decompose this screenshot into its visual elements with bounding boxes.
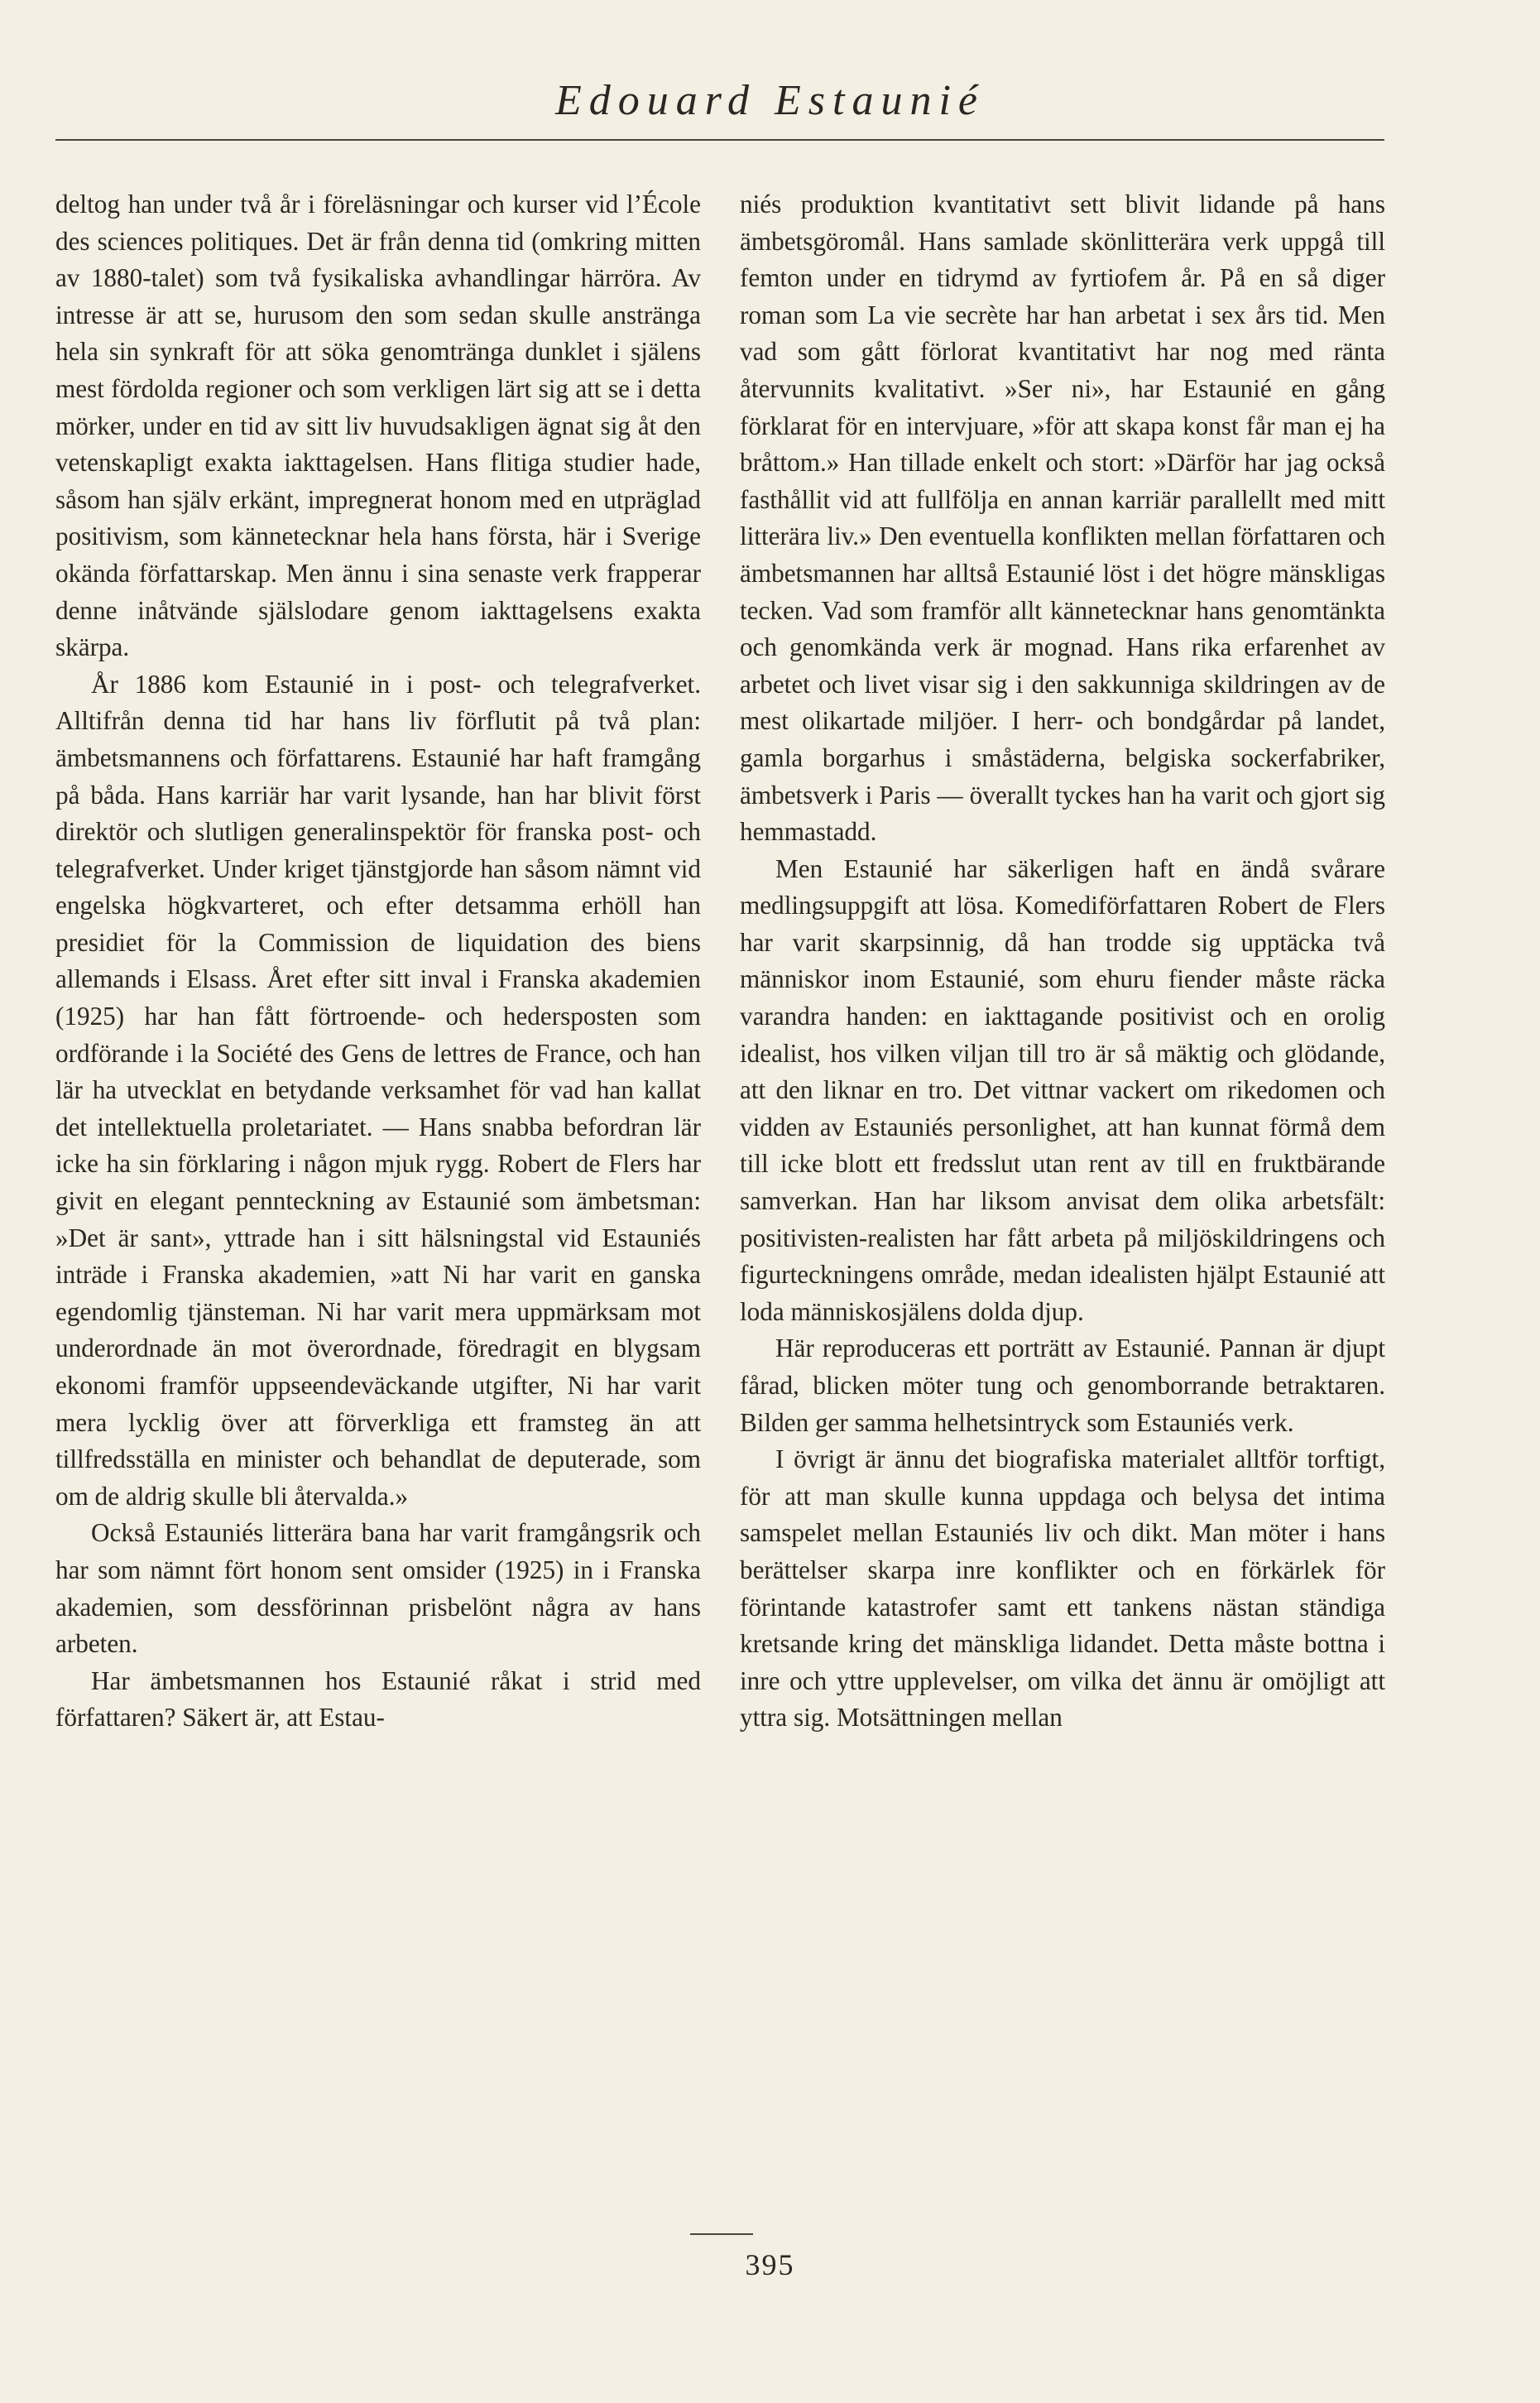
paragraph: Men Estaunié har säkerligen haft en ändå svårare medlingsuppgift att lösa. Komediförfattaren Robert de Flers har varit skarpsinnig, då han trodde sig upptäcka två människor inom Estaunié, som ehuru fiender måste räcka varandra handen: en iakttagande positivist och en orolig idealist, hos vilken viljan till tro är så mäktig och glödande, att den liknar en tro. Det vittnar vackert om rikedomen och vidden av Estauniés personlighet, att han kunnat förmå dem till icke blott ett fredsslut utan rent av till en fruktbärande samverkan. Han har liksom anvisat dem olika arbetsfält: positivisten-realisten har fått arbeta på miljöskildringens och figurteckningens område, medan idealisten hjälpt Estaunié att loda människosjälens dolda djup. [740, 853, 1385, 1326]
running-head: Edouard Estaunié [554, 77, 986, 124]
right-column [740, 186, 1385, 1737]
paragraph: niés produktion kvantitativt sett blivit lidande på hans ämbetsgöromål. Hans samlade skönlitterära verk uppgå till femton under en tidrymd av fyrtiofem år. På en så diger roman som La vie secrète har han arbetat i sex års tid. Men vad som gått förlorat kvantitativt har nog med ränta återvunnits kvalitativt. »Ser ni», har Estaunié en gång förklarat för en intervjuare, »för att skapa konst får man ej ha bråttom.» Han tillade enkelt och stort: »Därför har jag också fasthållit vid att fullfölja en annan karriär parallellt med mitt litterära liv.» Den eventuella konflikten mellan författaren och ämbetsmannen har alltså Estaunié löst i det högre mänskligas tecken. Vad som framför allt kännetecknar hans genomtänkta och genomkända verk är mognad. Hans rika erfarenhet av arbetet och livet visar sig i den sakkunniga skildringen av de mest olikartade miljöer. I herr- och bondgårdar på landet, gamla borgarhus i småstäderna, belgiska sockerfabriker, ämbetsverk i Paris — överallt tyckes han ha varit och gjort sig hemmastadd. [740, 190, 1385, 847]
paragraph: Här reproduceras ett porträtt av Estaunié. Pannan är djupt fårad, blicken möter tung och genomborrande betraktaren. Bilden ger samma helhetsintryck som Estauniés verk. [740, 1334, 1385, 1437]
paragraph: deltog han under två år i föreläsningar och kurser vid l’École des sciences politiques. Det är från denna tid (omkring mitten av 1880-talet) som två fysikaliska avhandlingar härröra. Av intresse är att se, hurusom den som sedan skulle anstränga hela sin synkraft för att söka genomtränga dunklet i själens mest fördolda regioner och som verkligen lärt sig att se i detta mörker, under en tid av sitt liv huvudsakligen ägnat sig åt den vetenskapligt exakta iakttagelsen. Hans flitiga studier hade, såsom han själv erkänt, impregnerat honom med en utpräglad positivism, som kännetecknar hela hans första, här i Sverige okända författarskap. Men ännu i sina senaste verk frapperar denne inåtvände själslodare genom iakttagelsens exakta skärpa. [55, 190, 701, 662]
paragraph: Också Estauniés litterära bana har varit framgångsrik och har som nämnt fört honom sent omsider (1925) in i Franska akademien, som dessförinnan prisbelönt några av hans arbeten. [55, 1518, 701, 1659]
paragraph: I övrigt är ännu det biografiska materialet alltför torftigt, för att man skulle kunna uppdaga och belysa det intima samspelet mellan Estauniés liv och dikt. Man möter i hans berättelser skarpa inre konflikter och en förkärlek för förintande katastrofer samt ett tankens nästan ständiga kretsande kring det mänskliga lidandet. Detta måste bottna i inre och yttre upplevelser, om vilka det ännu är omöjligt att yttra sig. Motsättningen mellan [740, 1444, 1385, 1733]
paragraph: Har ämbetsmannen hos Estaunié råkat i strid med författaren? Säkert är, att Estau- [55, 1665, 701, 1733]
paragraph: År 1886 kom Estaunié in i post- och telegrafverket. Alltifrån denna tid har hans liv förflutit på två plan: ämbetsmannens och författarens. Estaunié har haft framgång på båda. Hans karriär har varit lysande, han har blivit först direktör och slutligen generalinspektör för franska post- och telegrafverket. Under kriget tjänstgjorde han såsom nämnt vid engelska högkvarteret, och efter detsamma erhöll han presidiet för la Commission de liquidation des biens allemands i Elsass. Året efter sitt inval i Franska akademien (1925) har han fått förtroende- och hedersposten som ordförande i la Société des Gens de lettres de France, och han lär ha utvecklat en betydande verksamhet för vad han kallat det intellektuella proletariatet. — Hans snabba befordran lär icke ha sin förklaring i någon mjuk rygg. Robert de Flers har givit en elegant pennteckning av Estaunié som ämbetsman: »Det är sant», yttrade han i sitt hälsningstal vid Estauniés inträde i Franska akademien, »att Ni har varit en ganska egendomlig tjänsteman. Ni har varit mera uppmärksam mot underordnade än mot överordnade, föredragit en blygsam ekonomi framför uppseendeväckande utgifter, Ni har varit mera lycklig över att förverkliga ett framsteg än att tillfredsställa en minister och behandlat de deputerade, som om de aldrig skulle bli återvalda.» [55, 669, 701, 1511]
left-column [55, 186, 701, 1737]
footer-rule [690, 2233, 753, 2235]
page-number: 395 [745, 2248, 795, 2281]
header-rule [55, 139, 1384, 141]
